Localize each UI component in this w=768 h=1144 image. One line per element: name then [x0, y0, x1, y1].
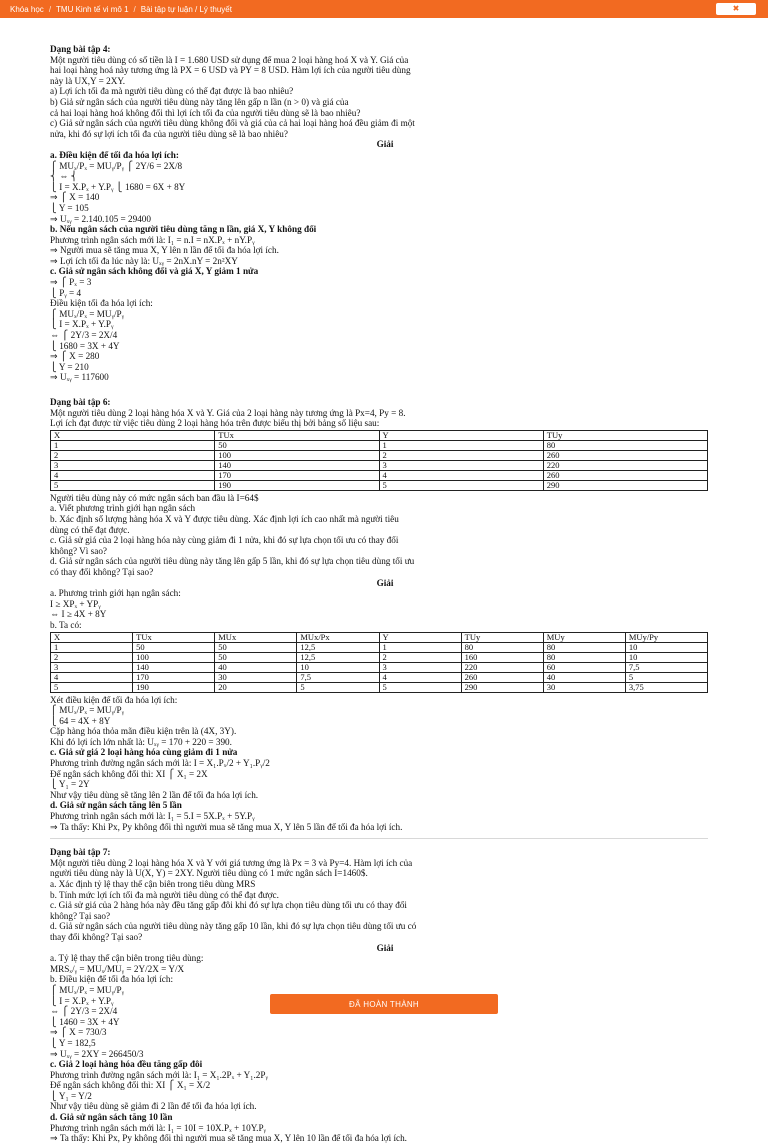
text-line: ⎩ 64 = 4X + 8Y: [50, 715, 111, 726]
text-line: b. Điều kiện để tối đa hóa lợi ích:: [50, 974, 173, 985]
table-cell: 5: [625, 672, 707, 682]
utility-table: [50, 430, 708, 491]
table-cell: 190: [133, 682, 215, 692]
text-line: ⎩ Pᵧ = 4: [50, 287, 82, 298]
text-line: nửa, khi đó sự lợi ích tối đa của người tiêu dùng sẽ là bao nhiêu?: [50, 128, 288, 139]
table-cell: 220: [461, 662, 543, 672]
table-row: [51, 682, 708, 692]
text-line: d. Giả sử ngân sách của người tiêu dùng này tăng lên gấp 5 lần, khi đó sự lựa chọn tiêu dùng tối ưu: [50, 556, 415, 567]
text-line: a. Xác định tỷ lệ thay thế cận biên trong tiêu dùng MRS: [50, 879, 256, 889]
section-heading: Dạng bài tập 4:: [50, 44, 111, 54]
section-heading: a. Điều kiện để tối đa hóa lợi ích:: [50, 149, 179, 160]
section-divider: [50, 838, 708, 839]
section-heading: d. Giả sử ngân sách tăng lên 5 lần: [50, 800, 182, 811]
column-header: MUx: [215, 632, 297, 642]
table-cell: 260: [543, 470, 707, 480]
text-line: ⇒ Ta thấy: Khi Px, Py không đổi thì người mua sẽ tăng mua X, Y lên 5 lần để tối đa hóa lợi ích.: [50, 821, 403, 832]
text-line: Một người tiêu dùng có số tiền là I = 1.680 USD sử dụng để mua 2 loại hàng hoá X và Y. Giá của: [50, 54, 409, 65]
column-header: Y: [379, 430, 543, 440]
solution-heading: Giải: [376, 577, 394, 588]
section-heading: c. Giả sử ngân sách không đổi và giá X, Y giảm 1 nửa: [50, 266, 259, 277]
table-cell: 170: [215, 470, 379, 480]
table-cell: 50: [133, 642, 215, 652]
table-row: [51, 642, 708, 652]
text-line: ⎩ 1460 = 3X + 4Y: [50, 1016, 120, 1027]
text-line: Lợi ích đạt được từ việc tiêu dùng 2 loại hàng hóa trên được biểu thị bởi bảng số liệu sau:: [50, 418, 380, 429]
breadcrumb-separator: /: [133, 4, 136, 14]
text-line: I ≥ XPₓ + YPᵧ: [50, 598, 101, 609]
text-line: c. Giả sử giá của 2 hàng hóa này đều tăng gấp đôi khi đó sự lựa chọn tiêu dùng tối ưu có thay đổi: [50, 900, 407, 911]
exercise-6-questions: [50, 493, 720, 631]
exercise-4-section: [50, 44, 720, 383]
text-line: Như vậy tiêu dùng sẽ tăng lên 2 lần để tối đa hóa lợi ích.: [50, 789, 259, 800]
text-line: ⇒ Ta thấy: Khi Px, Py không đổi thì người mua sẽ tăng mua X, Y lên 10 lần để tối đa hóa lợi ích.: [50, 1133, 407, 1144]
text-line: Người tiêu dùng này có mức ngân sách ban đầu là I=64$: [50, 492, 259, 503]
text-line: Cặp hàng hóa thỏa mãn điều kiện trên là (4X, 3Y).: [50, 726, 237, 737]
text-line: ⎩ Y = 105: [50, 202, 89, 213]
table-cell: 12,5: [297, 652, 379, 662]
column-header: MUy/Py: [625, 632, 707, 642]
table-cell: 10: [625, 652, 707, 662]
completed-button[interactable]: [270, 994, 498, 1014]
column-header: TUy: [461, 632, 543, 642]
table-cell: 7,5: [297, 672, 379, 682]
text-line: ⇔ ⎧ 2Y/3 = 2X/4: [50, 1006, 118, 1017]
text-line: ⇔ I ≥ 4X + 8Y: [50, 609, 107, 620]
breadcrumb: [10, 5, 232, 14]
table-cell: 160: [461, 652, 543, 662]
section-heading: Dạng bài tập 7:: [50, 847, 111, 858]
table-cell: 50: [215, 642, 297, 652]
table-cell: 60: [543, 662, 625, 672]
table-cell: 50: [215, 440, 379, 450]
table-cell: 80: [543, 642, 625, 652]
text-line: không? Vì sao?: [50, 545, 107, 556]
table-row: [51, 652, 708, 662]
table-cell: 100: [133, 652, 215, 662]
text-line: ⎩ Y₁ = 2Y: [50, 779, 90, 790]
text-line: ⎩ 1680 = 3X + 4Y: [50, 340, 120, 351]
column-header: TUx: [215, 430, 379, 440]
table-row: [51, 440, 708, 450]
table-cell: 2: [51, 652, 133, 662]
table-cell: 220: [543, 460, 707, 470]
text-line: có thay đổi không? Tại sao?: [50, 566, 154, 577]
text-line: a. Tỷ lệ thay thế cận biên trong tiêu dùng:: [50, 953, 204, 964]
table-cell: 5: [51, 682, 133, 692]
text-line: không? Tại sao?: [50, 910, 111, 921]
text-line: Một người tiêu dùng 2 loại hàng hóa X và Y. Giá của 2 loại hàng này tương ứng là Px=4, Py = 8.: [50, 407, 406, 418]
table-cell: 4: [51, 672, 133, 682]
text-line: Như vậy tiêu dùng sẽ giảm đi 2 lần để tối đa hóa lợi ích.: [50, 1101, 257, 1112]
table-cell: 140: [215, 460, 379, 470]
text-line: d. Giả sử ngân sách của người tiêu dùng này tăng gấp 10 lần, khi đó sự lựa chọn tiêu dùng tối ưu có: [50, 921, 417, 932]
table-cell: 12,5: [297, 642, 379, 652]
table-cell: 3: [379, 460, 543, 470]
text-line: ⎩ Y₁ = Y/2: [50, 1090, 92, 1101]
text-line: a. Phương trình giới hạn ngân sách:: [50, 588, 181, 599]
table-cell: 3: [379, 662, 461, 672]
column-header: TUy: [543, 430, 707, 440]
text-line: ⎧ MUₓ/Pₓ = MUᵧ/Pᵧ ⎧ 2Y/6 = 2X/8: [50, 160, 183, 171]
text-line: Khi đó lợi ích lớn nhất là: Uₓᵧ = 170 + 220 = 390.: [50, 736, 232, 747]
text-line: ⇒ Uₓᵧ = 2.140.105 = 29400: [50, 213, 151, 224]
table-cell: 5: [379, 682, 461, 692]
column-header: Y: [379, 632, 461, 642]
text-line: MRSₓ/ᵧ = MUₓ/MUᵧ = 2Y/2X = Y/X: [50, 963, 185, 974]
table-row: [51, 450, 708, 460]
table-cell: 10: [625, 642, 707, 652]
column-header: TUx: [133, 632, 215, 642]
table-cell: 3: [51, 460, 215, 470]
column-header: MUy: [543, 632, 625, 642]
text-line: ⎩ I = X.Pₓ + Y.Pᵧ: [50, 319, 114, 330]
table-cell: 2: [51, 450, 215, 460]
text-line: a. Viết phương trình giới hạn ngân sách: [50, 503, 196, 514]
table-cell: 2: [379, 652, 461, 662]
text-line: hai loại hàng hoá này tương ứng là PX = 6 USD và PY = 8 USD. Hàm lợi ích của người tiêu dùng: [50, 65, 411, 76]
text-line: Phương trình ngân sách mới là: I₁ = n.I = nX.Pₓ + nY.Pᵧ: [50, 234, 255, 245]
table-cell: 5: [51, 480, 215, 490]
table-cell: 1: [51, 642, 133, 652]
table-cell: 40: [215, 662, 297, 672]
table-row: [51, 460, 708, 470]
table-cell: 190: [215, 480, 379, 490]
table-cell: 30: [215, 672, 297, 682]
table-cell: 290: [461, 682, 543, 692]
text-line: dùng có thể đạt được.: [50, 524, 130, 535]
table-cell: 290: [543, 480, 707, 490]
text-line: ⎩ Y = 210: [50, 361, 89, 372]
text-line: ⎧ MUₓ/Pₓ = MUᵧ/Pᵧ: [50, 984, 125, 995]
text-line: ⇒ Uₓᵧ = 2XY = 266450/3: [50, 1048, 144, 1059]
text-line: b) Giả sử ngân sách của người tiêu dùng này tăng lên gấp n lần (n > 0) và giá của: [50, 96, 349, 107]
completed-button-label: ĐÃ HOÀN THÀNH: [349, 999, 419, 1009]
table-row: [51, 672, 708, 682]
text-line: Phương trình ngân sách mới là: I₁ = 5.I = 5X.Pₓ + 5Y.Pᵧ: [50, 811, 255, 822]
spacer: [50, 383, 720, 397]
text-line: ⎨ ⇔ ⎨: [50, 171, 78, 182]
table-cell: 1: [51, 440, 215, 450]
text-line: Xét điều kiện để tối đa hóa lợi ích:: [50, 694, 178, 705]
solution-heading: Giải: [376, 139, 394, 150]
exercise-6-intro: [50, 397, 720, 429]
table-cell: 2: [379, 450, 543, 460]
table-cell: 4: [379, 672, 461, 682]
text-line: Để ngân sách không đổi thì: XI ⎧ X₁ = 2X: [50, 768, 208, 779]
table-row: [51, 662, 708, 672]
section-heading: b. Nếu ngân sách của người tiêu dùng tăng n lần, giá X, Y không đổi: [50, 224, 317, 235]
text-line: ⎩ I = X.Pₓ + Y.Pᵧ: [50, 995, 114, 1006]
table-cell: 80: [461, 642, 543, 652]
text-line: ⎩ I = X.Pₓ + Y.Pᵧ ⎩ 1680 = 6X + 8Y: [50, 181, 186, 192]
marginal-utility-table: [50, 632, 708, 693]
breadcrumb-course[interactable]: Khóa học: [10, 4, 44, 14]
table-cell: 20: [215, 682, 297, 692]
text-line: b. Tính mức lợi ích tối đa mà người tiêu dùng có thể đạt được.: [50, 889, 279, 900]
table-cell: 3,75: [625, 682, 707, 692]
section-heading: d. Giả sử ngân sách tăng 10 lần: [50, 1112, 173, 1123]
table-cell: 170: [133, 672, 215, 682]
text-line: ⎧ MUₓ/Pₓ = MUᵧ/Pᵧ: [50, 705, 125, 716]
table-cell: 140: [133, 662, 215, 672]
table-cell: 5: [297, 682, 379, 692]
text-line: người tiêu dùng này là U(X, Y) = 2XY. Người tiêu dùng có 1 mức ngân sách I=1460$.: [50, 868, 368, 879]
text-line: Để ngân sách không đổi thì: XI ⎧ X₁ = X/2: [50, 1080, 211, 1091]
text-line: ⇒ ⎧ X = 280: [50, 351, 100, 362]
solution-heading: Giải: [376, 942, 394, 953]
text-line: c. Giả sử giá của 2 loại hàng hóa này cùng giảm đi 1 nửa, khi đó sự lựa chọn tối ưu có thay đổi: [50, 535, 399, 546]
text-line: ⎧ MUₓ/Pₓ = MUᵧ/Pᵧ: [50, 308, 125, 319]
text-line: ⇒ ⎧ Pₓ = 3: [50, 277, 92, 288]
column-header: X: [51, 430, 215, 440]
close-button[interactable]: [716, 3, 756, 15]
text-line: c) Giả sử ngân sách của người tiêu dùng không đổi và giá của cả hai loại hàng hoá đều giảm đi một: [50, 118, 415, 129]
table-cell: 80: [543, 440, 707, 450]
text-line: thay đổi không? Tại sao?: [50, 931, 143, 942]
table-cell: 80: [543, 652, 625, 662]
table-cell: 7,5: [625, 662, 707, 672]
table-cell: 3: [51, 662, 133, 672]
section-heading: c. Giả 2 loại hàng hóa đều tăng gấp đôi: [50, 1059, 203, 1070]
table-cell: 1: [379, 440, 543, 450]
text-line: Một người tiêu dùng 2 loại hàng hóa X và Y với giá tương ứng là Px = 3 và Py=4. Hàm lợi ích của: [50, 857, 413, 868]
text-line: cả hai loại hàng hoá không đổi thì lợi ích tối đa của người tiêu dùng sẽ là bao nhiêu?: [50, 107, 361, 118]
table-cell: 10: [297, 662, 379, 672]
table-cell: 50: [215, 652, 297, 662]
table-row: [51, 470, 708, 480]
text-line: b. Ta có:: [50, 619, 82, 630]
text-line: Phương trình ngân sách mới là: I₁ = 10I = 10X.Pₓ + 10Y.Pᵧ: [50, 1122, 266, 1133]
table-cell: 30: [543, 682, 625, 692]
text-line: Phương trình đường ngân sách mới là: I₁ = X₁.2Pₓ + Y₁.2Pᵧ: [50, 1069, 268, 1080]
table-cell: 5: [379, 480, 543, 490]
section-heading: Dạng bài tập 6:: [50, 397, 111, 407]
breadcrumb-current: Bài tập tự luận / Lý thuyết: [140, 4, 232, 14]
exercise-6-solution: [50, 695, 720, 833]
close-icon: ✖: [732, 4, 740, 13]
section-heading: c. Giả sử giá 2 loại hàng hóa cùng giảm đi 1 nửa: [50, 747, 238, 758]
text-line: ⎩ Y = 182,5: [50, 1037, 96, 1048]
table-cell: 260: [543, 450, 707, 460]
text-line: a) Lợi ích tối đa mà người tiêu dùng có thể đạt được là bao nhiêu?: [50, 86, 294, 97]
text-line: ⇔ ⎧ 2Y/3 = 2X/4: [50, 330, 118, 341]
text-line: b. Xác định số lượng hàng hóa X và Y được tiêu dùng. Xác định lợi ích cao nhất mà người tiêu: [50, 513, 399, 524]
table-cell: 100: [215, 450, 379, 460]
text-line: Điều kiện tối đa hóa lợi ích:: [50, 298, 153, 309]
table-cell: 260: [461, 672, 543, 682]
column-header: MUx/Px: [297, 632, 379, 642]
text-line: này là UX,Y = 2XY.: [50, 75, 126, 86]
breadcrumb-separator: /: [48, 4, 52, 14]
table-cell: 4: [51, 470, 215, 480]
text-line: ⇒ Uₓᵧ = 117600: [50, 372, 109, 383]
text-line: ⇒ ⎧ X = 730/3: [50, 1027, 107, 1038]
table-cell: 1: [379, 642, 461, 652]
table-row: [51, 480, 708, 490]
breadcrumb-subject[interactable]: TMU Kinh tế vi mô 1: [56, 4, 129, 14]
text-line: ⇒ ⎧ X = 140: [50, 192, 100, 203]
document-content: [50, 44, 720, 1144]
text-line: ⇒ Lợi ích tối đa lúc này là: Uₓᵧ = 2nX.nY = 2n²XY: [50, 255, 238, 266]
text-line: Phương trình đường ngân sách mới là: I = X₁.Pₓ/2 + Y₁.Pᵧ/2: [50, 758, 270, 769]
table-cell: 4: [379, 470, 543, 480]
top-bar: [0, 0, 768, 18]
table-cell: 40: [543, 672, 625, 682]
column-header: X: [51, 632, 133, 642]
text-line: ⇒ Người mua sẽ tăng mua X, Y lên n lần để tối đa hóa lợi ích.: [50, 245, 279, 256]
